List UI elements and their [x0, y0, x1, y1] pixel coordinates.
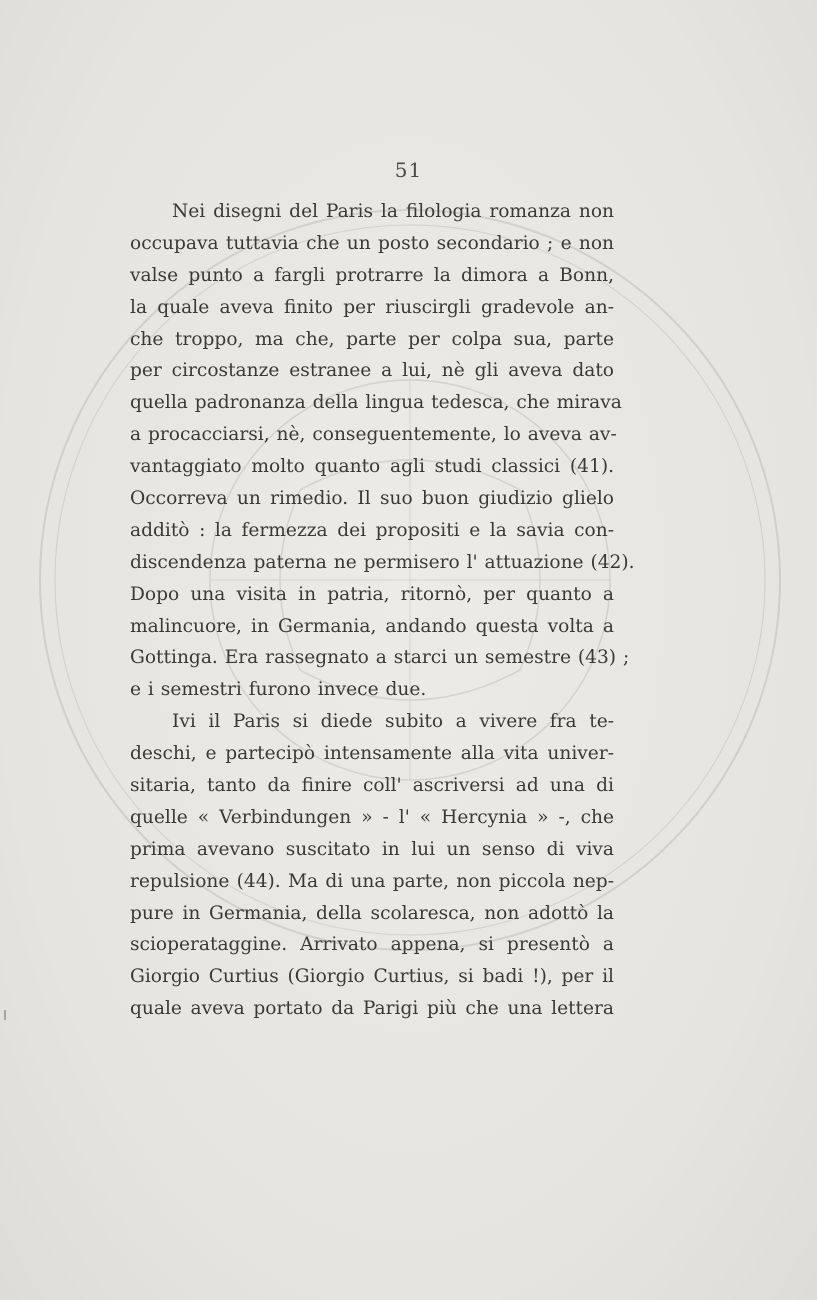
- text-line: Gottinga. Era rassegnato a starci un semestre (43) ;: [130, 647, 630, 669]
- text-line: scioperataggine. Arrivato appena, si presentò a: [130, 934, 614, 956]
- text-line: Occorreva un rimedio. Il suo buon giudizio glielo: [130, 488, 614, 510]
- text-line: quelle « Verbindungen » - l' « Hercynia » -, che: [130, 806, 614, 828]
- page-edge-mark: [4, 1010, 6, 1020]
- body-text: [130, 196, 635, 1025]
- text-line: discendenza paterna ne permisero l' attuazione (42).: [130, 551, 635, 573]
- text-line: quale aveva portato da Parigi più che una lettera: [130, 998, 614, 1020]
- text-line: repulsione (44). Ma di una parte, non piccola nep-: [130, 870, 614, 892]
- text-line: pure in Germania, della scolaresca, non adottò la: [130, 902, 614, 924]
- text-line: deschi, e partecipò intensamente alla vita univer-: [130, 743, 614, 765]
- text-line: occupava tuttavia che un posto secondario ; e non: [130, 232, 614, 254]
- text-line: e i semestri furono invece due.: [130, 679, 427, 701]
- text-line: malincuore, in Germania, andando questa volta a: [130, 615, 614, 637]
- text-line: la quale aveva finito per riuscirgli gradevole an-: [130, 296, 614, 318]
- text-line: che troppo, ma che, parte per colpa sua, parte: [130, 328, 614, 350]
- text-line: per circostanze estranee a lui, nè gli aveva dato: [130, 360, 614, 382]
- text-line: Nei disegni del Paris la filologia romanza non: [172, 201, 614, 222]
- text-line: vantaggiato molto quanto agli studi classici (41).: [130, 456, 614, 478]
- text-line: a procacciarsi, nè, conseguentemente, lo aveva av-: [130, 424, 617, 446]
- text-line: sitaria, tanto da finire coll' ascriversi ad una di: [130, 775, 614, 797]
- text-line: quella padronanza della lingua tedesca, che mirava: [130, 392, 622, 414]
- text-line: additò : la fermezza dei propositi e la savia con-: [130, 519, 614, 541]
- page-number: 51: [394, 158, 423, 182]
- text-line: valse punto a fargli protrarre la dimora a Bonn,: [130, 264, 614, 286]
- text-line: Ivi il Paris si diede subito a vivere fra te-: [172, 711, 614, 733]
- text-line: Giorgio Curtius (Giorgio Curtius, si badi !), per il: [130, 966, 614, 988]
- text-line: prima avevano suscitato in lui un senso di viva: [130, 838, 614, 860]
- text-line: Dopo una visita in patria, ritornò, per quanto a: [130, 583, 614, 605]
